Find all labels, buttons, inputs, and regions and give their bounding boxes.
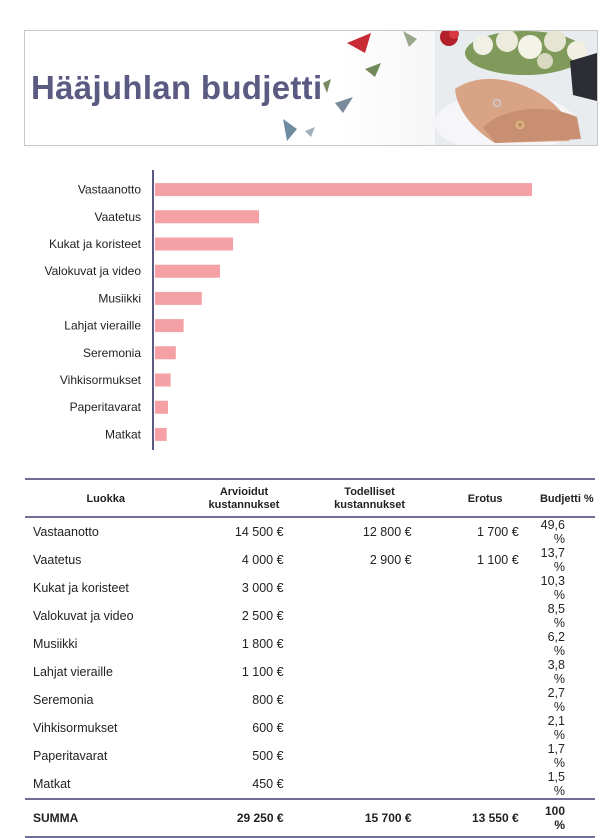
table-row <box>25 658 595 686</box>
row-budget-pct: 6,2 % <box>547 630 565 658</box>
header-budget-pct: Budjetti % <box>539 492 594 505</box>
header-category: Luokka <box>86 492 125 505</box>
bar-matkat <box>155 428 167 441</box>
category-tick-label: Valokuvat ja video <box>44 264 141 279</box>
row-actual <box>306 770 432 799</box>
header-actual-line1: Todelliset <box>344 486 395 498</box>
row-category: Paperitavarat <box>33 749 108 763</box>
total-pct: 100 % <box>544 804 565 832</box>
category-tick-label: Kukat ja koristeet <box>48 237 141 251</box>
bar-paperitavarat <box>155 401 168 414</box>
row-estimated: 1 800 € <box>241 637 284 651</box>
category-tick-label: Musiikki <box>98 291 141 306</box>
row-budget-pct: 1,7 % <box>547 742 565 770</box>
header-difference: Erotus <box>467 492 503 505</box>
total-difference: 13 550 € <box>471 811 519 825</box>
table-row <box>25 714 595 742</box>
row-actual <box>306 714 432 742</box>
row-actual <box>306 630 432 658</box>
row-actual <box>306 686 432 714</box>
row-actual: 2 900 € <box>369 553 412 567</box>
row-estimated: 14 500 € <box>234 525 284 539</box>
category-tick-label: Paperitavarat <box>69 400 141 415</box>
row-difference: 1 700 € <box>476 525 519 539</box>
bar-chart <box>0 170 616 455</box>
header-actual-line2: kustannukset <box>334 499 406 511</box>
row-category: Seremonia <box>33 693 94 707</box>
row-budget-pct: 49,6 % <box>540 518 565 546</box>
row-difference <box>432 714 537 742</box>
row-category: Matkat <box>33 777 71 791</box>
row-difference: 1 100 € <box>476 553 519 567</box>
total-estimated: 29 250 € <box>236 811 284 825</box>
row-budget-pct: 3,8 % <box>547 658 565 686</box>
row-actual <box>306 574 432 602</box>
bar-vihkisormukset <box>155 374 171 387</box>
row-difference <box>432 658 537 686</box>
row-category: Kukat ja koristeet <box>33 581 129 595</box>
bar-musiikki <box>155 292 202 305</box>
row-category: Vihkisormukset <box>33 721 118 735</box>
row-estimated: 1 100 € <box>241 665 284 679</box>
row-estimated: 800 € <box>252 693 284 707</box>
row-difference <box>432 742 537 770</box>
row-estimated: 4 000 € <box>241 553 284 567</box>
row-budget-pct: 13,7 % <box>540 546 565 574</box>
category-tick-label: Seremonia <box>82 345 141 360</box>
total-label: SUMMA <box>33 811 79 825</box>
row-estimated: 2 500 € <box>241 609 284 623</box>
header-estimated-line1: Arvioidut <box>219 486 269 498</box>
row-actual <box>306 602 432 630</box>
table-row <box>25 742 595 770</box>
row-actual <box>306 658 432 686</box>
table-row <box>25 602 595 630</box>
table-row <box>25 630 595 658</box>
table-body <box>25 517 595 799</box>
budget-chart <box>0 170 616 455</box>
row-budget-pct: 2,1 % <box>547 714 565 742</box>
row-estimated: 3 000 € <box>241 581 284 595</box>
row-budget-pct: 1,5 % <box>547 770 565 798</box>
table-row <box>25 770 595 799</box>
title-banner <box>24 30 598 146</box>
header-estimated-line2: kustannukset <box>208 499 280 511</box>
row-difference <box>432 686 537 714</box>
bar-valokuvat-ja-video <box>155 265 220 278</box>
table-row <box>25 546 595 574</box>
row-budget-pct: 2,7 % <box>547 686 565 714</box>
row-difference <box>432 770 537 799</box>
bar-vastaanotto <box>155 183 532 196</box>
header-actual <box>306 479 432 517</box>
row-difference <box>432 602 537 630</box>
bar-vaatetus <box>155 210 259 223</box>
total-actual: 15 700 € <box>364 811 412 825</box>
category-tick-label: Matkat <box>104 427 141 442</box>
row-budget-pct: 10,3 % <box>540 574 565 602</box>
row-actual <box>306 742 432 770</box>
row-category: Lahjat vieraille <box>33 665 113 679</box>
table-row <box>25 517 595 546</box>
category-tick-label: Vastaanotto <box>77 182 141 197</box>
row-difference <box>432 630 537 658</box>
category-tick-label: Vaatetus <box>94 209 141 224</box>
category-tick-label: Lahjat vieraille <box>64 318 141 333</box>
row-category: Vastaanotto <box>33 525 99 539</box>
header-estimated <box>180 479 305 517</box>
row-estimated: 500 € <box>252 749 284 763</box>
row-estimated: 600 € <box>252 721 284 735</box>
row-budget-pct: 8,5 % <box>547 602 565 630</box>
row-category: Valokuvat ja video <box>33 609 134 623</box>
bar-kukat-ja-koristeet <box>155 238 233 251</box>
table-row <box>25 686 595 714</box>
row-difference <box>432 574 537 602</box>
row-category: Vaatetus <box>33 553 82 567</box>
budget-table <box>25 478 595 838</box>
row-category: Musiikki <box>33 637 78 651</box>
row-actual: 12 800 € <box>362 525 412 539</box>
table-row <box>25 574 595 602</box>
category-tick-label: Vihkisormukset <box>59 373 141 387</box>
bar-seremonia <box>155 346 176 359</box>
page-title: Hääjuhlan budjetti <box>31 69 323 106</box>
row-estimated: 450 € <box>252 777 284 791</box>
table-header-row <box>25 479 595 517</box>
table-total-row <box>25 799 595 837</box>
bar-lahjat-vieraille <box>155 319 184 332</box>
